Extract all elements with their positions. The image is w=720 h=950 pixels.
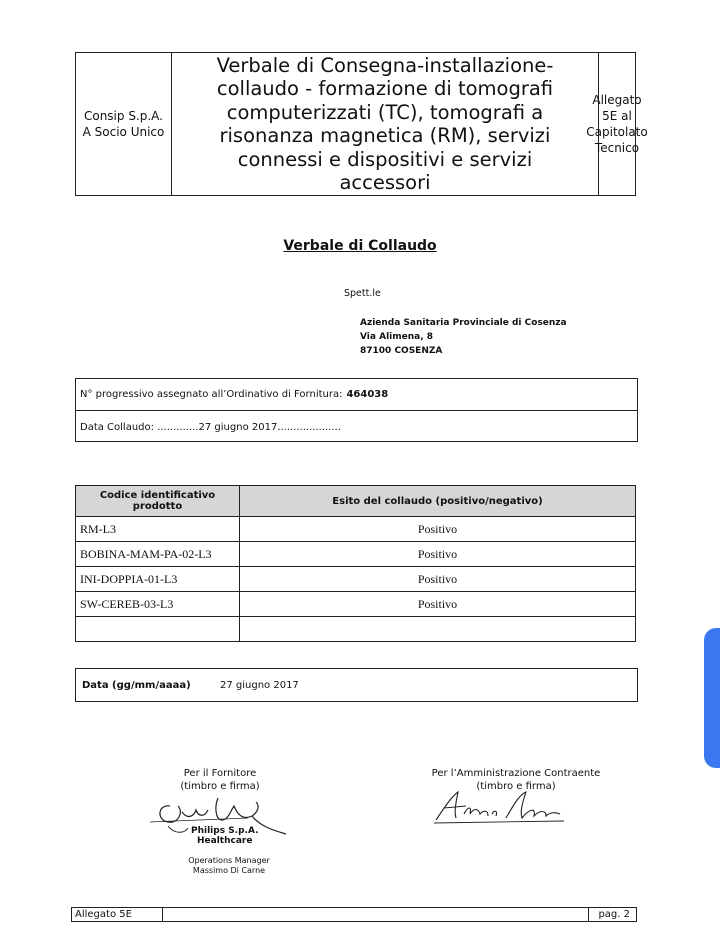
esito-cell: Positivo [240, 517, 636, 542]
date-label: Data (gg/mm/aaaa) [82, 679, 191, 691]
footer-divider [588, 908, 589, 921]
header-title-line: risonanza magnetica (RM), servizi [219, 124, 551, 147]
operations-manager-block [170, 856, 288, 876]
progressivo-row [76, 379, 637, 411]
product-code-cell [76, 617, 240, 642]
results-header-row [76, 486, 636, 517]
product-code-cell: SW-CEREB-03-L3 [76, 592, 240, 617]
admin-signature [430, 788, 570, 828]
header-esito: Esito del collaudo (positivo/negativo) [240, 486, 636, 517]
addressee-line: Via Alimena, 8 [360, 332, 434, 342]
stamp-division: Healthcare [197, 836, 253, 846]
stamp-company: Philips S.p.A. [191, 826, 259, 836]
header-title-line: accessori [339, 171, 431, 194]
data-collaudo-row [76, 411, 637, 443]
supplier-stamp [191, 826, 259, 846]
ops-name: Massimo Di Carne [192, 866, 266, 875]
esito-cell [240, 617, 636, 642]
header-title-line: computerizzati (TC), tomografi a [226, 100, 544, 124]
data-collaudo-text: Data Collaudo: .............27 giugno 2017.................... [80, 421, 341, 433]
table-row [76, 617, 636, 642]
header-title-line: connessi e dispositivi e servizi [237, 147, 533, 171]
progressivo-value: 464038 [346, 389, 389, 400]
header-table [75, 52, 648, 196]
admin-label: Per l’Amministrazione Contraente [431, 768, 601, 779]
esito-cell: Positivo [240, 592, 636, 617]
table-row [76, 542, 636, 567]
info-box [75, 378, 638, 442]
product-code-cell: INI-DOPPIA-01-L3 [76, 567, 240, 592]
product-code-cell: BOBINA-MAM-PA-02-L3 [76, 542, 240, 567]
admin-stamp-hint: (timbro e firma) [476, 781, 556, 792]
footer-divider [162, 908, 163, 921]
supplier-stamp-hint: (timbro e firma) [180, 781, 260, 792]
header-company-cell [76, 53, 172, 195]
footer-annex: Allegato 5E [75, 909, 132, 920]
results-table [75, 485, 636, 642]
esito-cell: Positivo [240, 542, 636, 567]
table-row [76, 517, 636, 542]
addressee-line: 87100 COSENZA [360, 346, 443, 356]
product-code-cell: RM-L3 [76, 517, 240, 542]
table-row [76, 592, 636, 617]
date-value: 27 giugno 2017 [220, 679, 299, 691]
header-title-cell [172, 53, 599, 195]
footer-page-number: pag. 2 [598, 909, 630, 920]
company-subtitle: A Socio Unico [82, 125, 165, 139]
progressivo-label: N° progressivo assegnato all’Ordinativo di Fornitura: [80, 389, 343, 400]
addressee-line: Azienda Sanitaria Provinciale di Cosenza [360, 318, 567, 328]
document-title: Verbale di Collaudo [283, 238, 437, 254]
table-row [76, 567, 636, 592]
date-box [75, 668, 638, 702]
annex-line: Tecnico [594, 141, 640, 155]
company-name: Consip S.p.A. [83, 109, 163, 123]
page-footer [71, 907, 637, 922]
addressee-block [360, 316, 567, 358]
salutation: Spett.le [344, 288, 381, 299]
supplier-label: Per il Fornitore [183, 768, 257, 779]
esito-cell: Positivo [240, 567, 636, 592]
annex-line: Capitolato [586, 125, 648, 139]
header-title-line: Verbale di Consegna-installazione- [216, 53, 554, 77]
header-codice: Codice identificativo prodotto [76, 486, 240, 517]
ops-role: Operations Manager [188, 856, 270, 865]
annex-line: Allegato 5E al [592, 93, 642, 123]
side-panel-tab[interactable] [704, 628, 720, 768]
header-annex-cell [586, 53, 648, 195]
header-title-line: collaudo - formazione di tomografi [216, 77, 554, 100]
